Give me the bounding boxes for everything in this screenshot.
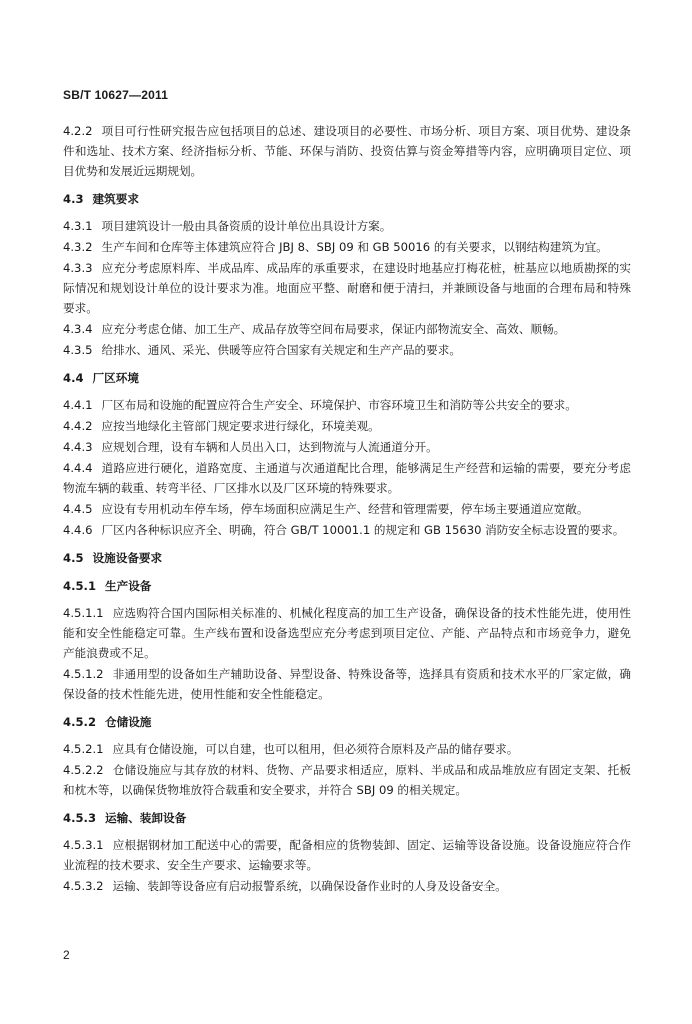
clause-paragraph (63, 395, 631, 415)
clause-number: 4.4.6 (63, 523, 93, 537)
clause-text: 设施设备要求 (92, 551, 163, 565)
clause-paragraph (63, 664, 631, 704)
clause-number: 4.3.5 (63, 343, 93, 357)
clause-text: 仓储设施应与其存放的材料、货物、产品要求相适应，原料、半成品和成品堆放应有固定支架、托板和枕木等，以确保货物堆放符合载重和安全要求，并符合 SBJ 09 的相关规定。 (63, 763, 631, 797)
clause-number: 4.5.3 (63, 811, 97, 825)
clause-paragraph (63, 258, 631, 318)
subsection-heading (63, 712, 631, 732)
clause-text: 厂区环境 (92, 371, 139, 385)
clause-number: 4.3.4 (63, 322, 93, 336)
clause-number: 4.5.1.2 (63, 667, 104, 681)
page-number: 2 (63, 948, 70, 962)
clause-number: 4.5.1.1 (63, 606, 104, 620)
clause-text: 应按当地绿化主管部门规定要求进行绿化，环境美观。 (101, 419, 380, 433)
clause-text: 建筑要求 (92, 192, 139, 206)
clause-paragraph (63, 458, 631, 498)
clause-paragraph (63, 603, 631, 663)
clause-number: 4.3.2 (63, 240, 93, 254)
clause-paragraph (63, 499, 631, 519)
clause-paragraph (63, 237, 631, 257)
clause-paragraph (63, 520, 631, 540)
clause-paragraph (63, 739, 631, 759)
clause-text: 运输、装卸等设备应有启动报警系统，以确保设备作业时的人身及设备安全。 (112, 879, 507, 893)
clause-number: 4.3 (63, 192, 84, 206)
clause-number: 4.5.2.1 (63, 742, 104, 756)
clause-paragraph (63, 121, 631, 181)
clause-number: 4.5.2.2 (63, 763, 104, 777)
clause-text: 应选购符合国内国际相关标准的、机械化程度高的加工生产设备，确保设备的技术性能先进，使用性能和安全性能稳定可靠。生产线布置和设备选型应充分考虑到项目定位、产能、产品特点和市场竞争力，避免产能浪费或不足。 (63, 606, 631, 660)
clause-number: 4.5.1 (63, 579, 97, 593)
clause-text: 生产车间和仓库等主体建筑应符合 JBJ 8、SBJ 09 和 GB 50016 的有关要求，以钢结构建筑为宜。 (101, 240, 608, 254)
clause-paragraph (63, 319, 631, 339)
clause-text: 应根据钢材加工配送中心的需要，配备相应的货物装卸、固定、运输等设备设施。设备设施应符合作业流程的技术要求、安全生产要求、运输要求等。 (63, 838, 631, 872)
clause-paragraph (63, 760, 631, 800)
clause-text: 道路应进行硬化，道路宽度、主通道与次通道配比合理，能够满足生产经营和运输的需要，要充分考虑物流车辆的载重、转弯半径、厂区排水以及厂区环境的特殊要求。 (63, 461, 631, 495)
clause-text: 应具有仓储设施，可以自建，也可以租用，但必须符合原料及产品的储存要求。 (112, 742, 519, 756)
clause-paragraph (63, 876, 631, 896)
clause-text: 非通用型的设备如生产辅助设备、异型设备、特殊设备等，选择具有资质和技术水平的厂家定做，确保设备的技术性能先进，使用性能和安全性能稳定。 (63, 667, 631, 701)
clause-number: 4.3.1 (63, 219, 93, 233)
clause-text: 应设有专用机动车停车场，停车场面积应满足生产、经营和管理需要，停车场主要通道应宽敞。 (101, 502, 589, 516)
clause-number: 4.5.2 (63, 715, 97, 729)
clause-paragraph (63, 340, 631, 360)
clause-number: 4.4 (63, 371, 84, 385)
clause-paragraph (63, 835, 631, 875)
clause-text: 应充分考虑原料库、半成品库、成品库的承重要求，在建设时地基应打梅花桩，桩基应以地质勘探的实际情况和规划设计单位的设计要求为准。地面应平整、耐磨和便于清扫，并兼顾设备与地面的合理布局和特殊要求。 (63, 261, 631, 315)
clause-text: 生产设备 (105, 579, 152, 593)
clause-text: 仓储设施 (105, 715, 152, 729)
subsection-heading (63, 808, 631, 828)
clause-number: 4.5 (63, 551, 84, 565)
clause-number: 4.4.3 (63, 440, 93, 454)
document-body (63, 121, 631, 897)
clause-text: 项目建筑设计一般由具备资质的设计单位出具设计方案。 (101, 219, 392, 233)
clause-text: 应充分考虑仓储、加工生产、成品存放等空间布局要求，保证内部物流安全、高效、顺畅。 (101, 322, 566, 336)
clause-number: 4.5.3.1 (63, 838, 104, 852)
document-code-header: SB/T 10627—2011 (63, 88, 169, 102)
subsection-heading (63, 576, 631, 596)
clause-text: 给排水、通风、采光、供暖等应符合国家有关规定和生产产品的要求。 (101, 343, 461, 357)
clause-paragraph (63, 416, 631, 436)
clause-number: 4.5.3.2 (63, 879, 104, 893)
clause-number: 4.3.3 (63, 261, 93, 275)
clause-text: 厂区内各种标识应齐全、明确，符合 GB/T 10001.1 的规定和 GB 15630 消防安全标志设置的要求。 (101, 523, 625, 537)
clause-number: 4.2.2 (63, 124, 93, 138)
clause-text: 应规划合理，设有车辆和人员出入口，达到物流与人流通道分开。 (101, 440, 438, 454)
clause-number: 4.4.4 (63, 461, 93, 475)
section-heading (63, 548, 631, 568)
clause-paragraph (63, 437, 631, 457)
section-heading (63, 189, 631, 209)
clause-number: 4.4.1 (63, 398, 93, 412)
clause-paragraph (63, 216, 631, 236)
clause-text: 厂区布局和设施的配置应符合生产安全、环境保护、市容环境卫生和消防等公共安全的要求。 (101, 398, 577, 412)
clause-number: 4.4.5 (63, 502, 93, 516)
clause-text: 运输、装卸设备 (105, 811, 187, 825)
clause-text: 项目可行性研究报告应包括项目的总述、建设项目的必要性、市场分析、项目方案、项目优势、建设条件和选址、技术方案、经济指标分析、节能、环保与消防、投资估算与资金筹措等内容，应明确项目定位、项目优势和发展近远期规划。 (63, 124, 631, 178)
clause-number: 4.4.2 (63, 419, 93, 433)
section-heading (63, 368, 631, 388)
